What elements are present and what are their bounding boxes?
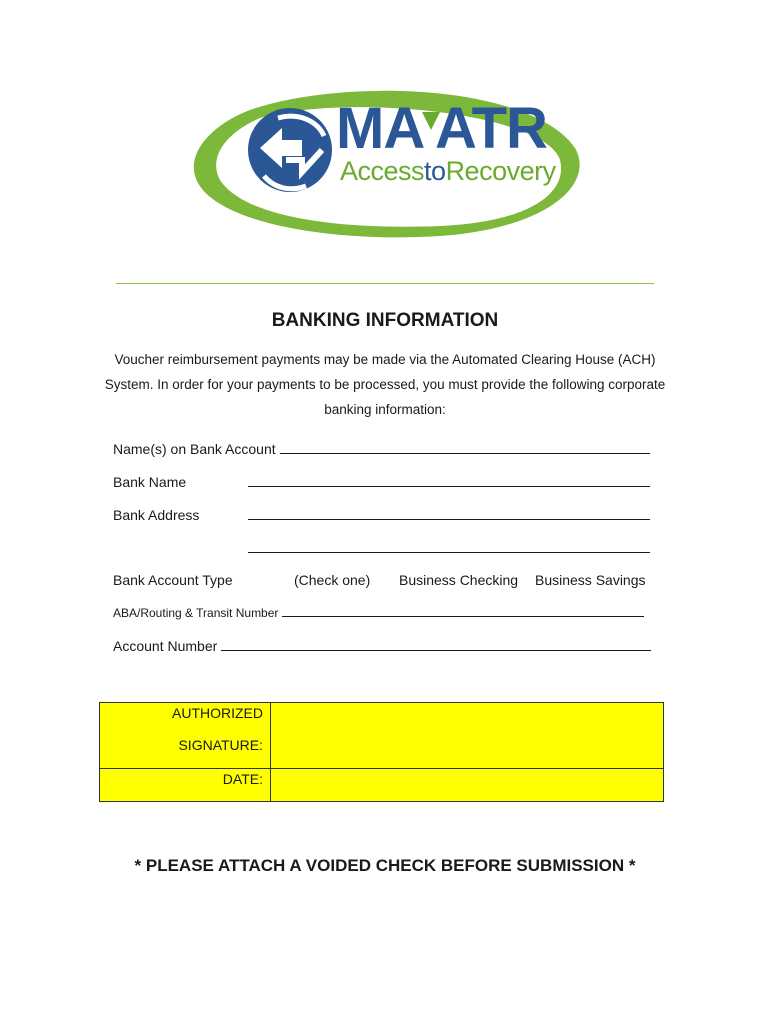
date-field[interactable] — [271, 769, 663, 801]
business-savings-option[interactable]: Business Savings — [535, 572, 646, 588]
bank-name-row — [113, 474, 186, 490]
bank-name-row-blank — [248, 474, 650, 490]
intro-paragraph: Voucher reimbursement payments may be made via the Automated Clearing House (ACH) System. In order for your payments to be processed, you must provide the following corporate banking information: — [104, 352, 666, 417]
bank-name-field[interactable] — [248, 474, 650, 487]
business-checking-row — [399, 572, 518, 588]
tagline-access: Access — [340, 156, 425, 186]
bank-address-label: Bank Address — [113, 507, 200, 523]
date-label: DATE: — [222, 771, 263, 787]
signature-field[interactable] — [271, 703, 663, 769]
voided-check-notice: * PLEASE ATTACH A VOIDED CHECK BEFORE SUBMISSION * — [134, 856, 636, 875]
bank-name-label: Bank Name — [113, 474, 187, 490]
tagline-to: to — [424, 156, 446, 186]
aba-routing-field[interactable] — [282, 606, 644, 617]
page-title: BANKING INFORMATION — [271, 310, 499, 331]
aba-routing-label: ABA/Routing & Transit Number — [113, 606, 279, 620]
bank-address-row — [113, 507, 199, 523]
account-number-row — [113, 638, 651, 654]
bank-address-field-1[interactable] — [248, 507, 650, 520]
header-divider — [116, 283, 654, 284]
account-number-field[interactable] — [221, 638, 651, 651]
logo-name: MA ATR — [336, 96, 547, 161]
tagline-recovery: Recovery — [445, 156, 556, 186]
check-one-row — [294, 572, 370, 588]
aba-routing-row — [113, 606, 644, 620]
date-label-cell — [100, 769, 271, 801]
bank-address-row-blank-2 — [248, 540, 650, 556]
account-number-label: Account Number — [113, 638, 218, 654]
names-on-account-row — [113, 441, 650, 457]
account-type-label-row — [113, 572, 233, 588]
business-savings-row — [535, 572, 646, 588]
names-on-account-field[interactable] — [280, 441, 650, 454]
check-one-label: (Check one) — [294, 572, 371, 588]
business-checking-option[interactable]: Business Checking — [399, 572, 519, 588]
names-on-account-label: Name(s) on Bank Account — [113, 441, 276, 457]
ma-atr-logo — [190, 88, 590, 238]
signature-table — [99, 702, 664, 802]
account-type-label: Bank Account Type — [113, 572, 233, 588]
signature-label: SIGNATURE: — [178, 737, 263, 753]
logo-tagline — [340, 158, 556, 185]
bank-address-field-2[interactable] — [248, 540, 650, 553]
bank-address-row-blank — [248, 507, 650, 523]
authorized-label: AUTHORIZED — [172, 705, 263, 721]
authorized-signature-label-cell — [100, 703, 271, 769]
